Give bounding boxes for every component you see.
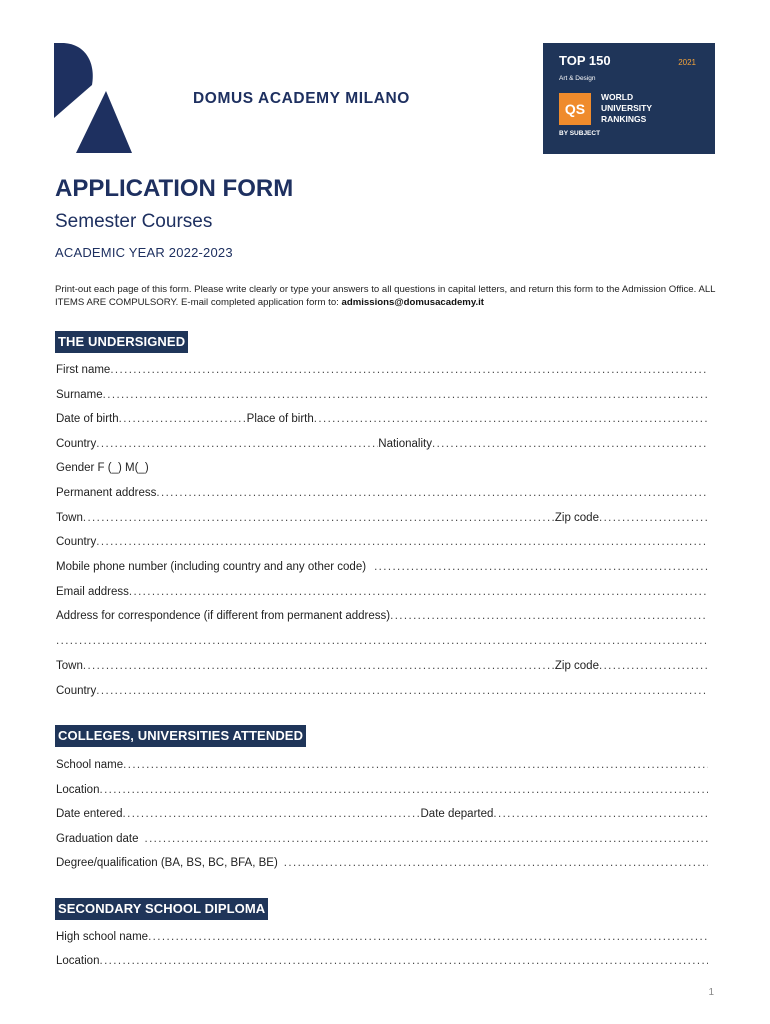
field-label: Country [56,438,97,450]
field-label: Location [56,955,100,967]
domus-academy-logo [54,43,134,158]
degree-field[interactable] [56,856,708,870]
badge-year: 2021 [678,58,696,67]
field-label: Graduation date [56,833,139,845]
section-heading-secondary: SECONDARY SCHOOL DIPLOMA [55,898,268,920]
field-label: Mobile phone number (including country and any other code) [56,561,367,573]
instructions [55,283,720,309]
permanent-address-field[interactable] [56,486,708,500]
badge-top: TOP 150 [559,53,611,68]
section-heading-undersigned: THE UNDERSIGNED [55,331,188,353]
field-label: Town [56,512,83,524]
field-label: Zip code [554,512,599,524]
correspondence-address-line[interactable] [56,634,708,648]
badge-rank-line: RANKINGS [601,114,647,124]
field-label: Date departed [420,808,494,820]
correspondence-address-field[interactable] [56,609,708,623]
field-label: Gender F (_) M(_) [56,462,149,474]
field-label: Address for correspondence (if different from permanent address) [56,610,391,622]
field-label: First name [56,364,111,376]
badge-subject: Art & Design [559,75,596,82]
page-number: 1 [708,987,714,998]
dates-field[interactable] [56,807,708,821]
field-label: Date entered [56,808,123,820]
academic-year: ACADEMIC YEAR 2022-2023 [55,245,233,260]
surname-field[interactable] [56,388,708,402]
mobile-field[interactable] [56,560,708,574]
field-label: Date of birth [56,413,119,425]
field-label: Surname [56,389,103,401]
instructions-text: Print-out each page of this form. Please write clearly or type your answers to all questions in capital letters, and return this form to the Admission Office. ALL ITEMS ARE COMPULSORY. E-mail completed application form to: [55,284,716,308]
badge-rankings [601,92,652,125]
country-field-2[interactable] [56,684,708,698]
secondary-location-field[interactable] [56,954,708,968]
field-label: Town [56,660,83,672]
field-label: High school name [56,931,149,943]
page-title: APPLICATION FORM [55,175,294,202]
brand-name: DOMUS ACADEMY MILANO [193,90,410,107]
field-label: School name [56,759,124,771]
badge-rank-line: WORLD [601,92,634,102]
first-name-field[interactable] [56,363,708,377]
country-nationality-field[interactable] [56,437,708,451]
admissions-email: admissions@domusacademy.it [341,297,484,308]
badge-rank-line: UNIVERSITY [601,103,653,113]
field-label: Country [56,536,97,548]
page-subtitle: Semester Courses [55,211,213,232]
qs-logo-icon: QS [559,93,591,125]
town-zip-field-2[interactable] [56,659,708,673]
field-label: Permanent address [56,487,157,499]
high-school-field[interactable] [56,930,708,944]
field-label: Email address [56,586,129,598]
location-field[interactable] [56,783,708,797]
country-field[interactable] [56,535,708,549]
graduation-date-field[interactable] [56,832,708,846]
email-field[interactable] [56,585,708,599]
field-label: Degree/qualification (BA, BS, BC, BFA, BE) [56,857,278,869]
section-heading-colleges: COLLEGES, UNIVERSITIES ATTENDED [55,725,306,747]
field-label: Nationality [378,438,432,450]
field-label: Place of birth [246,413,314,425]
field-label: Country [56,685,97,697]
school-name-field[interactable] [56,758,708,772]
town-zip-field[interactable] [56,511,708,525]
field-label: Zip code [554,660,599,672]
badge-by-subject: BY SUBJECT [559,130,601,137]
qs-ranking-badge [543,43,715,154]
gender-field[interactable] [56,461,708,475]
field-label: Location [56,784,100,796]
birth-field[interactable] [56,412,708,426]
